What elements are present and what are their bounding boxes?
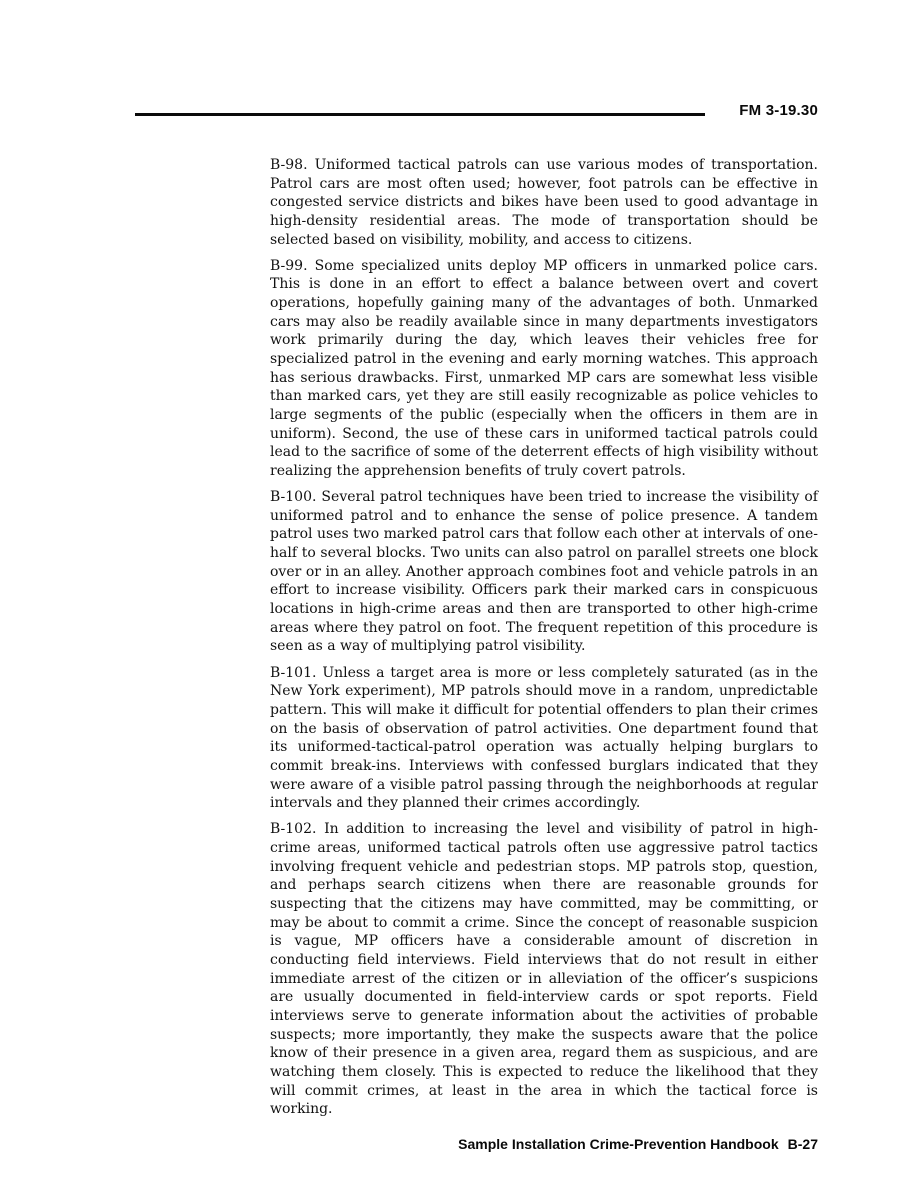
paragraph-b100: B-100. Several patrol techniques have been tried to increase the visibility of uniformed patrol and to enhance the sense of police presence. A tandem patrol uses two marked patrol cars that follow each other at intervals of one-half to several blocks. Two units can also patrol on parallel streets one block over or in an alley. Another approach combines foot and vehicle patrols in an effort to increase visibility. Officers park their marked cars in conspicuous locations in high-crime areas and then are transported to other high-crime areas where they patrol on foot. The frequent repetition of this procedure is seen as a way of multiplying patrol visibility. <box>270 489 818 655</box>
paragraph-b101: B-101. Unless a target area is more or less completely saturated (as in the New York experiment), MP patrols should move in a random, unpredictable pattern. This will make it difficult for potential offenders to plan their crimes on the basis of observation of patrol activities. One department found that its uniformed-tactical-patrol operation was actually helping burglars to commit break-ins. Interviews with confessed burglars indicated that they were aware of a visible patrol passing through the neighborhoods at regular intervals and they planned their crimes accordingly. <box>270 664 818 812</box>
page-footer <box>318 1136 818 1152</box>
paragraph-b99: B-99. Some specialized units deploy MP officers in unmarked police cars. This is done in an effort to effect a balance between overt and covert operations, hopefully gaining many of the advantages of both. Unmarked cars may also be readily available since in many departments investigators work primarily during the day, which leaves their vehicles free for specialized patrol in the evening and early morning watches. This approach has serious drawbacks. First, unmarked MP cars are somewhat less visible than marked cars, yet they are still easily recognizable as police vehicles to large segments of the public (especially when the officers in them are in uniform). Second, the use of these cars in uniformed tactical patrols could lead to the sacrifice of some of the deterrent effects of high visibility without realizing the apprehension benefits of truly covert patrols. <box>270 257 818 479</box>
paragraph-b102: B-102. In addition to increasing the level and visibility of patrol in high-crime areas, uniformed tactical patrols often use aggressive patrol tactics involving frequent vehicle and pedestrian stops. MP patrols stop, question, and perhaps search citizens when there are reasonable grounds for suspecting that the citizens may have committed, may be committing, or may be about to commit a crime. Since the concept of reasonable suspicion is vague, MP officers have a considerable amount of discretion in conducting field interviews. Field interviews that do not result in either immediate arrest of the citizen or in alleviation of the officer’s suspicions are usually documented in field-interview cards or spot reports. Field interviews serve to generate information about the activities of probable suspects; more importantly, they make the suspects aware that the police know of their presence in a given area, regard them as suspicious, and are watching them closely. This is expected to reduce the likelihood that they will commit crimes, at least in the area in which the tactical force is working. <box>270 821 818 1118</box>
footer-page-number: B-27 <box>787 1136 818 1152</box>
footer-handbook-title: Sample Installation Crime-Prevention Handbook <box>458 1136 779 1152</box>
body-text-column <box>270 156 818 1126</box>
document-id: FM 3-19.30 <box>739 102 818 119</box>
paragraph-b98: B-98. Uniformed tactical patrols can use various modes of transportation. Patrol cars are most often used; however, foot patrols can be effective in congested service districts and bikes have been used to good advantage in high-density residential areas. The mode of transportation should be selected based on visibility, mobility, and access to citizens. <box>270 157 818 248</box>
